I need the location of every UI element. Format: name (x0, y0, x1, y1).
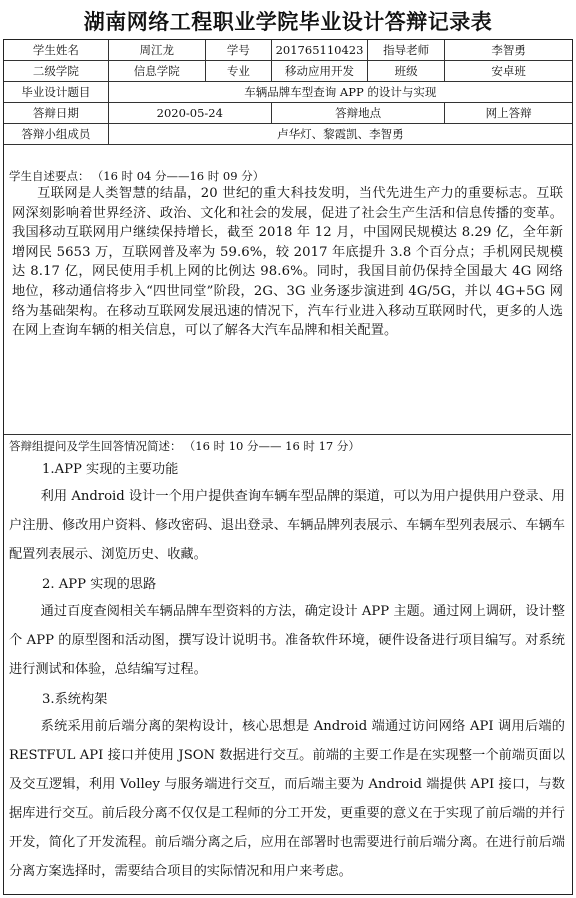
qa-item-body: 通过百度查阅相关车辆品牌车型资料的方法，确定设计 APP 主题。通过网上调研，设计整个 APP 的原型图和活动图，撰写设计说明书。准备软件环境，硬件设备进行项目编写。对系统进行测试和体验，总结编写过程。 (9, 604, 565, 677)
page-title: 湖南网络工程职业学院毕业设计答辩记录表 (83, 10, 493, 34)
student-id-label: 学号 (205, 40, 271, 61)
location: 网上答辩 (445, 103, 572, 124)
info-row-student (4, 40, 572, 61)
info-row-date (4, 103, 572, 124)
panel-label: 答辩小组成员 (4, 124, 108, 145)
statement-time: （16 时 04 分——16 时 09 分） (97, 169, 265, 183)
qa-heading (4, 436, 571, 454)
advisor: 李智勇 (445, 40, 572, 61)
qa-item-title: 1.APP 实现的主要功能 (42, 462, 179, 477)
info-row-topic (4, 82, 572, 103)
student-id: 201765110423 (271, 40, 367, 61)
info-row-panel (4, 124, 572, 145)
qa-section (4, 436, 571, 894)
qa-item-body: 系统采用前后端分离的架构设计，核心思想是 Android 端通过访问网络 API 调用后端的 RESTFUL API 接口并使用 JSON 数据进行交互。前端的主要工作是在实现整一个前端页面以及交互逻辑，利用 Volley 与服务端进行交互，而后端主要为 Android 端提供 API 接口，与数据库进行交互。前后段分离不仅仅是工程师的分工开发，更重要的意义在于实现了前后端的并行开发，简化了开发流程。前后端分离之后，应用在部署时也需要进行前后端分离。在进行前后端分离方案选择时，需要结合项目的实际情况和用户来考虑。 (9, 719, 565, 879)
qa-item-title: 3.系统构架 (42, 692, 108, 707)
class-label: 班级 (368, 61, 445, 82)
advisor-label: 指导老师 (368, 40, 445, 61)
student-name-label: 学生姓名 (4, 40, 108, 61)
date: 2020-05-24 (108, 103, 271, 124)
statement-heading (4, 166, 571, 184)
topic: 车辆品牌车型查询 APP 的设计与实现 (108, 82, 572, 103)
statement-body: 互联网是人类智慧的结晶，20 世纪的重大科技发明，当代先进生产力的重要标志。互联网深刻影响着世界经济、政治、文化和社会的发展，促进了社会生产生活和信息传播的变革。我国移动互联网用户继续保持增长，截至 2018 年 12 月，中国网民规模达 8.29 亿，全年新增网民 5653 万，互联网普及率为 59.6%，较 2017 年底提升 3.8 个百分点；手机网民规模达 8.17 亿，网民使用手机上网的比例达 98.6%。同时，我国目前仍保持全国最大 4G 网络地位，移动通信将步入“四世同堂”阶段，2G、3G 业务逐步演进到 4G/5G，并以 4G+5G 网络为基础架构。在移动互联网发展迅速的情况下，汽车行业进入移动互联网时代，更多的人选在网上查询车辆的相关信息，可以了解各大汽车品牌和相关配置。 (12, 186, 563, 339)
info-table (4, 40, 572, 145)
class: 安卓班 (445, 61, 572, 82)
date-label: 答辩日期 (4, 103, 108, 124)
info-row-college (4, 61, 572, 82)
panel: 卢华灯、黎霞凯、李智勇 (108, 124, 572, 145)
record-sheet (3, 39, 573, 895)
statement-heading-label: 学生自述要点： (9, 169, 90, 183)
student-statement-section (4, 166, 571, 435)
major: 移动应用开发 (271, 61, 367, 82)
topic-label: 毕业设计题目 (4, 82, 108, 103)
qa-item-title: 2. APP 实现的思路 (42, 577, 157, 592)
location-label: 答辩地点 (271, 103, 444, 124)
qa-heading-label: 答辩组提问及学生回答情况简述： (9, 439, 182, 453)
student-name: 周江龙 (108, 40, 205, 61)
qa-item-body: 利用 Android 设计一个用户提供查询车辆车型品牌的渠道，可以为用户提供用户登录、用户注册、修改用户资料、修改密码、退出登录、车辆品牌列表展示、车辆车型列表展示、车辆车配置列表展示、浏览历史、收藏。 (9, 489, 565, 562)
college-label: 二级学院 (4, 61, 108, 82)
college: 信息学院 (108, 61, 205, 82)
major-label: 专业 (205, 61, 271, 82)
qa-time: （16 时 10 分—— 16 时 17 分） (189, 439, 360, 453)
